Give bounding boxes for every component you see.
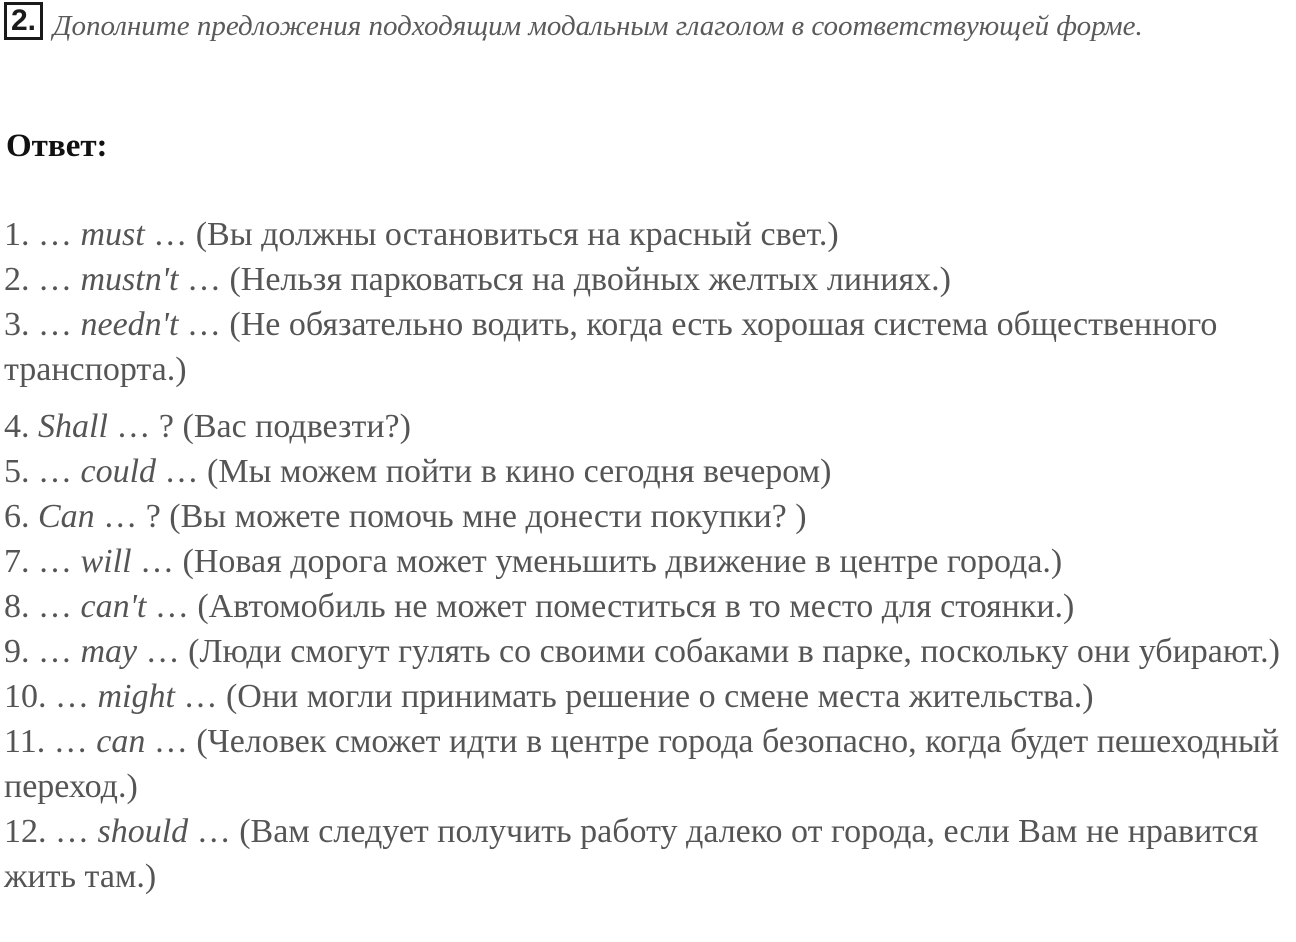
modal-verb: mustn't	[80, 261, 179, 298]
translation: (Вы можете помочь мне донести покупки? )	[169, 498, 807, 535]
translation: (Новая дорога может уменьшить движение в центре города.)	[182, 543, 1063, 580]
modal-verb: needn't	[80, 306, 179, 343]
answer-item-6: 6. Can … ? (Вы можете помочь мне донести покупки? )	[4, 498, 807, 535]
answer-item-1: 1. … must … (Вы должны остановиться на красный свет.)	[4, 216, 839, 253]
answer-item-5: 5. … could … (Мы можем пойти в кино сегодня вечером)	[4, 453, 832, 490]
answer-item-7: 7. … will … (Новая дорога может уменьшить движение в центре города.)	[4, 543, 1063, 580]
translation: (Вас подвезти?)	[182, 408, 411, 445]
translation: (Автомобиль не может поместиться в то место для стоянки.)	[197, 588, 1075, 625]
modal-verb: Can	[38, 498, 95, 535]
translation: (Вы должны остановиться на красный свет.)	[195, 216, 839, 253]
translation: (Люди смогут гулять со своими собаками в парке, поскольку они убирают.)	[188, 633, 1280, 670]
modal-verb: Shall	[38, 408, 108, 445]
modal-verb: will	[80, 543, 132, 580]
modal-verb: can	[96, 723, 146, 760]
task-number: 2.	[4, 2, 43, 40]
modal-verb: could	[80, 453, 157, 490]
translation: (Вам следует получить работу далеко от города, если Вам не нравится жить там.)	[4, 813, 1259, 895]
answer-item-8: 8. … can't … (Автомобиль не может поместиться в то место для стоянки.)	[4, 588, 1075, 625]
translation: (Нельзя парковаться на двойных желтых линиях.)	[229, 261, 951, 298]
modal-verb: should	[97, 813, 189, 850]
modal-verb: can't	[80, 588, 147, 625]
translation: (Человек сможет идти в центре города безопасно, когда будет пешеходный переход.)	[4, 723, 1280, 805]
answer-item-4: 4. Shall … ? (Вас подвезти?)	[4, 408, 411, 445]
answer-item-3: 3. … needn't … (Не обязательно водить, когда есть хорошая система общественного транспорта.)	[4, 306, 1218, 388]
answer-item-9: 9. … may … (Люди смогут гулять со своими собаками в парке, поскольку они убирают.)	[4, 633, 1280, 670]
modal-verb: might	[97, 678, 175, 715]
answer-item-2: 2. … mustn't … (Нельзя парковаться на двойных желтых линиях.)	[4, 261, 951, 298]
answer-item-10: 10. … might … (Они могли принимать решение о смене места жительства.)	[4, 678, 1094, 715]
answer-list	[4, 212, 1292, 899]
task-instruction: Дополните предложения подходящим модальным глаголом в соответствующей форме.	[53, 10, 1143, 42]
answer-item-12: 12. … should … (Вам следует получить работу далеко от города, если Вам не нравится жить там.)	[4, 813, 1259, 895]
translation: (Не обязательно водить, когда есть хорошая система общественного транспорта.)	[4, 306, 1218, 388]
translation: (Мы можем пойти в кино сегодня вечером)	[207, 453, 832, 490]
translation: (Они могли принимать решение о смене места жительства.)	[225, 678, 1094, 715]
answer-title: Ответ:	[6, 128, 108, 164]
modal-verb: must	[80, 216, 145, 253]
modal-verb: may	[80, 633, 138, 670]
answer-item-11: 11. … can … (Человек сможет идти в центре города безопасно, когда будет пешеходный переход.)	[4, 723, 1280, 805]
task-header	[4, 6, 1290, 46]
